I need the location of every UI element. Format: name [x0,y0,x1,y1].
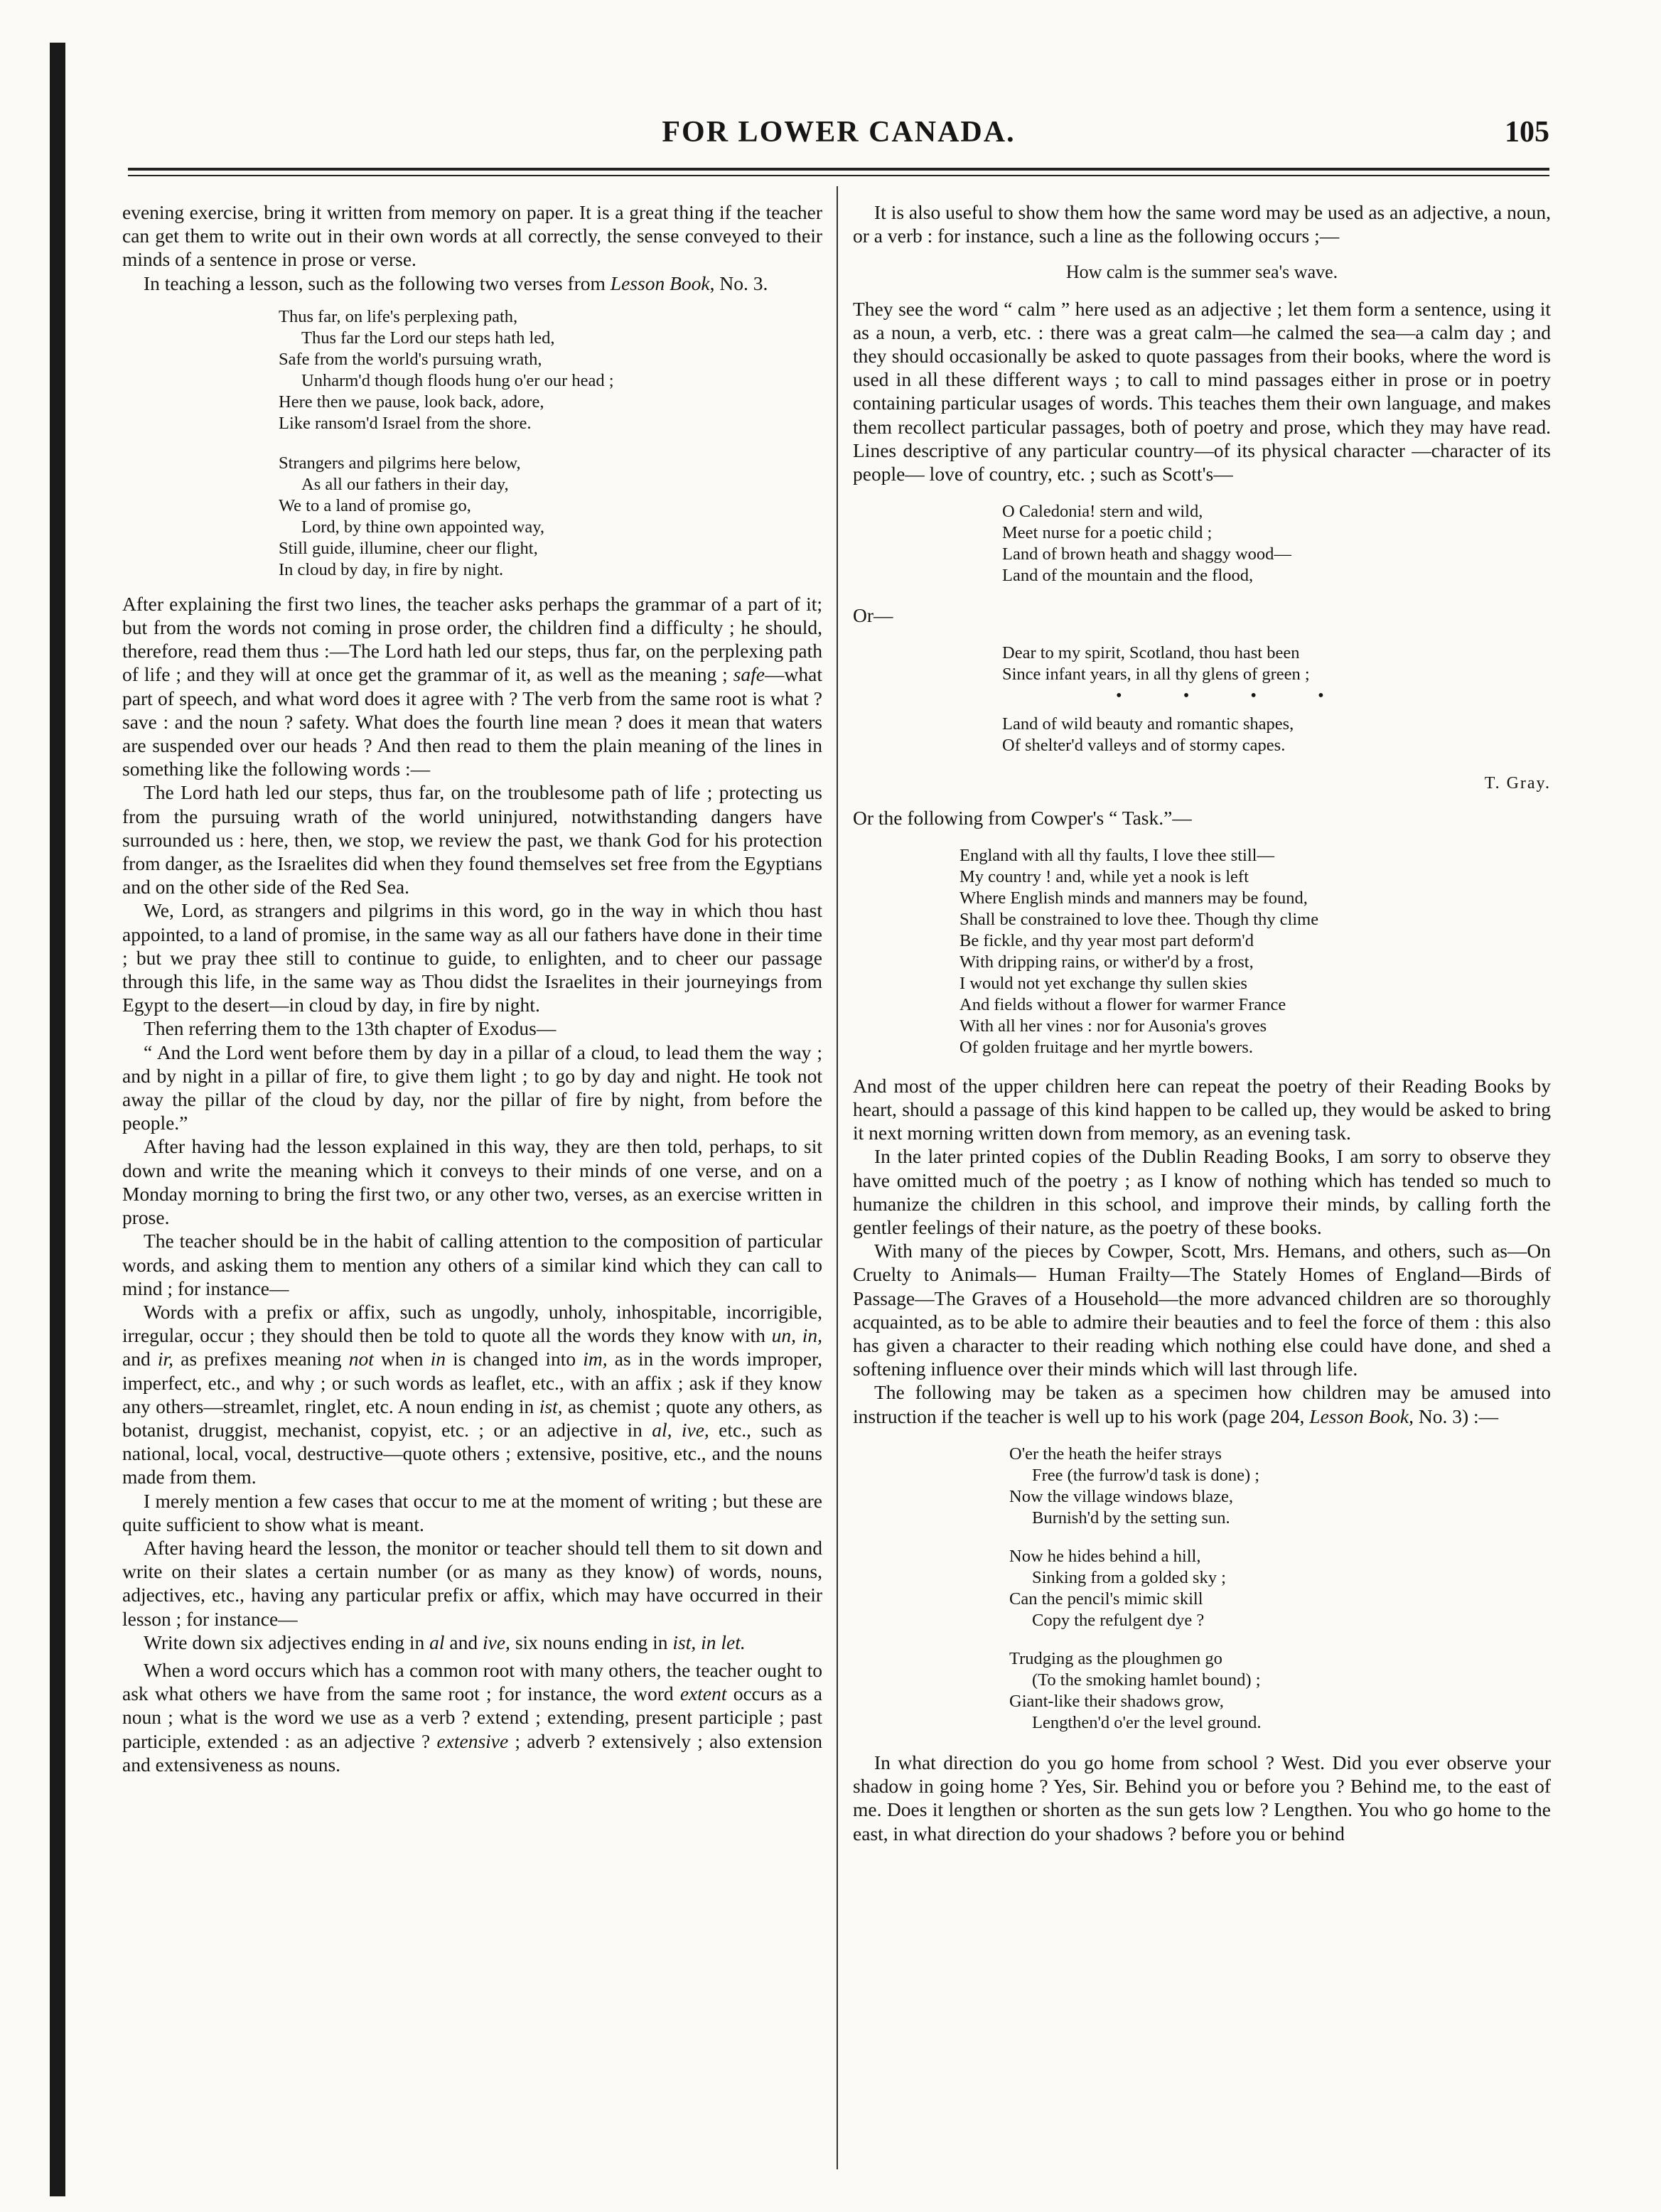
heath-verse [1009,1444,1551,1734]
verse-line: Land of the mountain and the flood, [1002,566,1254,586]
paragraph: Words with a prefix or affix, such as ungodly, unholy, inhospitable, incorrigible, irregular, occur ; they should then be told to quote all the words they know with un, in, and ir, as prefixes meaning not when in is changed into im, as in the words improper, imperfect, etc., and why ; or such words as leaflet, etc., with an affix ; ask if they know any others—streamlet, ringlet, etc. A noun ending in ist, as chemist ; quote any others, as botanist, druggist, mechanist, copyist, etc. ; or an adjective in al, ive, etc., such as national, local, vocal, destructive—quote others ; extensive, positive, etc., and the nouns made from them. [122,1300,823,1488]
verse-line: Here then we pause, look back, adore, [279,392,544,412]
stanza [1002,714,1551,756]
verse-line: England with all thy faults, I love thee still— [959,845,1274,865]
verse-line: In cloud by day, in fire by night. [279,559,504,579]
gray-verse [1002,643,1551,756]
left-column [122,200,822,1776]
verse-line: Strangers and pilgrims here below, [279,453,521,473]
verse-line: Lord, by thine own appointed way, [301,517,545,537]
verse-line: Of golden fruitage and her myrtle bowers. [959,1037,1253,1057]
verse-line: Thus far, on life's perplexing path, [279,306,518,326]
verse-line: Be fickle, and thy year most part deform'd [959,930,1254,950]
cowper-verse [959,845,1551,1058]
verse-line: And fields without a flower for warmer France [959,994,1286,1014]
paragraph: evening exercise, bring it written from memory on paper. It is a great thing if the teacher can get them to write out in their own words at all correctly, the sense conveyed to their minds of a sentence in prose or verse. [122,201,822,271]
verse-line: (To the smoking hamlet bound) ; [1032,1670,1261,1690]
paragraph: When a word occurs which has a common root with many others, the teacher ought to ask what others we have from the same root ; for instance, the word extent occurs as a noun ; what is the word we use as a verb ? extend ; extending, present participle ; past participle, extended : as an adjective ? extensive ; adverb ? extensively ; also extension and extensiveness as nouns. [122,1658,822,1776]
verse-line: Unharm'd though floods hung o'er our head ; [301,370,614,390]
stanza [279,453,822,581]
binding-shadow [50,43,65,2196]
paragraph: In what direction do you go home from school ? West. Did you ever observe your shadow in going home ? Yes, Sir. Behind you or before you ? Behind me, to the east of me. Does it lengthen or shorten as the sun gets low ? Lengthen. You who go home to the east, in what direction do your shadows ? before you or behind [853,1751,1551,1845]
verse-line: Land of brown heath and shaggy wood— [1002,544,1291,564]
verse-line: My country ! and, while yet a nook is left [959,866,1249,886]
stanza [279,306,822,434]
verse-line: Thus far the Lord our steps hath led, [301,328,555,348]
verse-line: O Caledonia! stern and wild, [1002,502,1203,522]
paragraph: After having had the lesson explained in this way, they are then told, perhaps, to sit down and write the meaning which it conveys to their minds of one verse, and on a Monday morning to bring the first two, or any other two, verses, as an exercise written in prose. [122,1135,822,1229]
verse-line: Copy the refulgent dye ? [1032,1610,1205,1630]
paragraph: And most of the upper children here can repeat the poetry of their Reading Books by heart, should a passage of this kind happen to be called up, they would be asked to bring it next morning written down from memory, as an evening task. [853,1074,1551,1144]
scott-verse [1002,501,1551,586]
verse-line: Free (the furrow'd task is done) ; [1032,1465,1260,1485]
paragraph: I merely mention a few cases that occur to me at the moment of writing ; but these are quite sufficient to show what is meant. [122,1489,822,1535]
verse-line: Lengthen'd o'er the level ground. [1032,1712,1262,1732]
header-rule [128,168,1549,171]
stanza [1002,643,1551,685]
stanza [1009,1546,1551,1631]
running-title: FOR LOWER CANADA. [662,116,1016,149]
paragraph: Write down six adjectives ending in al and ive, six nouns ending in ist, in let. [144,1631,746,1653]
paragraph: The Lord hath led our steps, thus far, on the troublesome path of life ; protecting us from the pursuing wrath of the world uninjured, notwithstanding dangers have surrounded us : here, then, we stop, we review the past, we thank God for his protection from danger, as the Israelites did when they found themselves set free from the Egyptians and on the other side of the Red Sea. [122,781,822,898]
verse-line: Still guide, illumine, cheer our flight, [279,538,538,558]
paragraph: We, Lord, as strangers and pilgrims in this word, go in the way in which thou hast appointed, to a land of promise, in the same way as all our fathers have done in their time ; but we pray thee still to continue to guide, to enlighten, and to cheer our passage through this life, in the same way as Thou didst the Israelites in their journeyings from Egypt to the desert—in cloud by day, in fire by night. [122,899,822,1016]
quotation: “ And the Lord went before them by day in a pillar of a cloud, to lead them the way ; and by night in a pillar of fire, to give them light ; to go by day and night. He took not away the pillar of the cloud by day, nor the pillar of fire by night, from before the people.” [122,1041,822,1134]
paragraph: With many of the pieces by Cowper, Scott, Mrs. Hemans, and others, such as—On Cruelty to Animals— Human Frailty—The Stately Homes of England—Birds of Passage—The Graves of a Household—the more advanced children are so thoroughly acquainted, as to be able to admire their beauties and to feel the force of them : this also has given a character to their reading which nothing else could have done, and shed a softening influence over their minds which will last through life. [853,1240,1551,1380]
column-divider [837,186,838,2169]
verse-line: With dripping rains, or wither'd by a frost, [959,952,1254,972]
verse-line: Safe from the world's pursuing wrath, [279,349,542,369]
paragraph: In the later printed copies of the Dublin Reading Books, I am sorry to observe they have omitted much of the poetry ; as I know of nothing which has tended so much to humanize the children in this school, and improve their minds, by calling forth the gentler feelings of their nature, as the poetry of these books. [853,1145,1551,1239]
verse-line: Giant-like their shadows grow, [1009,1691,1224,1711]
author-signature: T. Gray. [1484,774,1551,793]
verse-line: Shall be constrained to love thee. Though thy clime [959,909,1319,929]
paragraph: It is also useful to show them how the same word may be used as an adjective, a noun, or a verb : for instance, such a line as the following occurs ;— [853,201,1551,247]
verse-line: Burnish'd by the setting sun. [1032,1508,1230,1528]
stanza [959,845,1551,1058]
verse-line: Meet nurse for a poetic child ; [1002,523,1213,543]
paragraph: They see the word “ calm ” here used as an adjective ; let them form a sentence, using it as a noun, a verb, etc. : there was a great calm—he calmed the sea—a calm day ; and they should occasionally be asked to quote passages from their books, where the word is used in all these different ways ; to call to mind passages either in prose or in poetry containing particular usages of words. This teaches them their own language, and makes them recollect particular passages, both of poetry and prose, which they may have read. Lines descriptive of any particular country—of its physical character —character of its people— love of country, etc. ; such as Scott's— [853,297,1551,485]
page-number: 105 [1505,116,1549,149]
stanza [1009,1444,1551,1529]
verse-line: O'er the heath the heifer strays [1009,1444,1222,1464]
or-label: Or— [853,604,893,627]
verse-line: Sinking from a golded sky ; [1032,1567,1226,1587]
header-rule-thin [128,175,1549,176]
verse-line: We to a land of promise go, [279,495,471,515]
stanza [1002,501,1551,586]
paragraph: After explaining the first two lines, the teacher asks perhaps the grammar of a part of it; but from the words not coming in prose order, the children find a difficulty ; he should, therefore, read them thus :—The Lord hath led our steps, thus far, on the perplexing path of life ; and they will at once get the grammar of it, as well as the meaning ; safe—what part of speech, and what word does it agree with ? The verb from the same root is what ? save : and the noun ? safety. What does the fourth line mean ? does it mean that waters are suspended over our heads ? And then read to them the plain meaning of the lines in something like the following words :— [122,592,822,780]
verse-line: Where English minds and manners may be found, [959,888,1308,908]
verse-line: With all her vines : nor for Ausonia's groves [959,1016,1267,1036]
stanza [1009,1648,1551,1734]
verse-line: Trudging as the ploughmen go [1009,1648,1222,1668]
hymn-verse [279,306,822,581]
verse-line: Like ransom'd Israel from the shore. [279,413,532,433]
paragraph: The following may be taken as a specimen how children may be amused into instruction if the teacher is well up to his work (page 204, Lesson Book, No. 3) :— [853,1381,1551,1427]
verse-line: Land of wild beauty and romantic shapes, [1002,714,1294,734]
quoted-line: How calm is the summer sea's wave. [1065,262,1338,283]
verse-line: Now the village windows blaze, [1009,1486,1234,1506]
verse-line: As all our fathers in their day, [301,474,509,494]
paragraph: The teacher should be in the habit of calling attention to the composition of particular words, and asking them to mention any others of a similar kind which they can call to mind ; for instance— [122,1230,822,1299]
verse-line: Can the pencil's mimic skill [1009,1589,1203,1609]
verse-line: Since infant years, in all thy glens of green ; [1002,665,1310,684]
paragraph: After having heard the lesson, the monitor or teacher should tell them to sit down and write on their slates a certain number (or as many as they know) of words, nouns, adjectives, etc., having any particular prefix or affix, which may have occurred in their lesson ; for instance— [122,1536,822,1630]
verse-line: Dear to my spirit, Scotland, thou hast been [1002,643,1300,663]
page-header [128,105,1549,162]
verse-line: Of shelter'd valleys and of stormy capes. [1002,736,1286,756]
verse-line: I would not yet exchange thy sullen skies [959,973,1247,993]
ellipsis-stars: • • • • [1116,686,1353,706]
paragraph: Then referring them to the 13th chapter of Exodus— [144,1017,557,1040]
verse-line: Now he hides behind a hill, [1009,1546,1201,1566]
right-column [853,200,1551,1845]
paragraph: In teaching a lesson, such as the following two verses from Lesson Book, No. 3. [144,272,768,294]
paragraph: Or the following from Cowper's “ Task.”— [853,806,1192,829]
